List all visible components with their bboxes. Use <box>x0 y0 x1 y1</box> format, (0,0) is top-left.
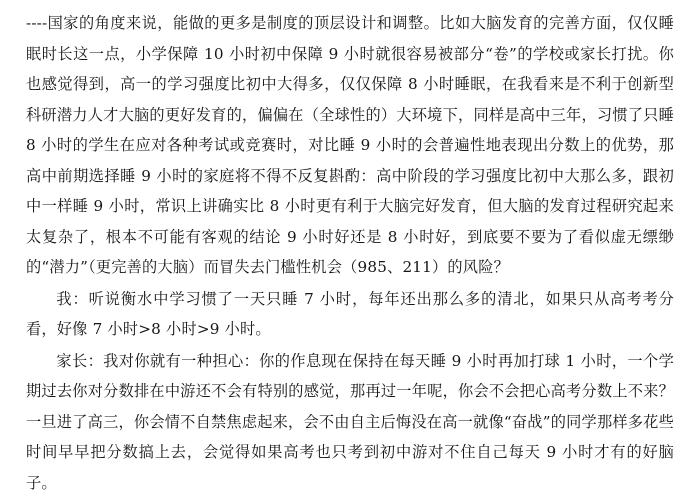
paragraph: ----国家的角度来说，能做的更多是制度的顶层设计和调整。比如大脑发育的完善方面，仅仅睡眠时长这一点，小学保障 10 小时初中保障 9 小时就很容易被部分“卷”的学校或家长打扰。你也感觉得到，高一的学习强度比初中大得多，仅仅保障 8 小时睡眠，在我看来是不利于创新型科研潜力人才大脑的更好发育的，偏偏在（全球性的）大环境下，同样是高中三年，习惯了只睡 8 小时的学生在应对各种考试或竞赛时，对比睡 9 小时的会普遍性地表现出分数上的优势，那高中前期选择睡 9 小时的家庭将不得不反复斟酌：高中阶段的学习强度比初中大那么多，跟初中一样睡 9 小时，常识上讲确实比 8 小时更有利于大脑完好发育，但大脑的发育过程研究起来太复杂了，根本不可能有客观的结论 9 小时好还是 8 小时好，到底要不要为了看似虚无缥缈的“潜力”（更完善的大脑）而冒失去门槛性机会（985、211）的风险？ <box>26 14 674 276</box>
paragraph: 我：听说衡水中学习惯了一天只睡 7 小时，每年还出那么多的清北，如果只从高考考分看，好像 7 小时>8 小时>9 小时。 <box>26 289 674 338</box>
paragraph: 家长：我对你就有一种担心：你的作息现在保持在每天睡 9 小时再加打球 1 小时，一个学期过去你对分数排在中游还不会有特别的感觉，那再过一年呢，你会不会把心高考分数上不来？一旦进了高三，你会情不自禁焦虑起来，会不由自主后悔没在高一就像“奋战”的同学那样多花些时间早早把分数搞上去，会觉得如果高考也只考到初中游对不住自己每天 9 小时才有的好脑子。 <box>26 351 674 492</box>
